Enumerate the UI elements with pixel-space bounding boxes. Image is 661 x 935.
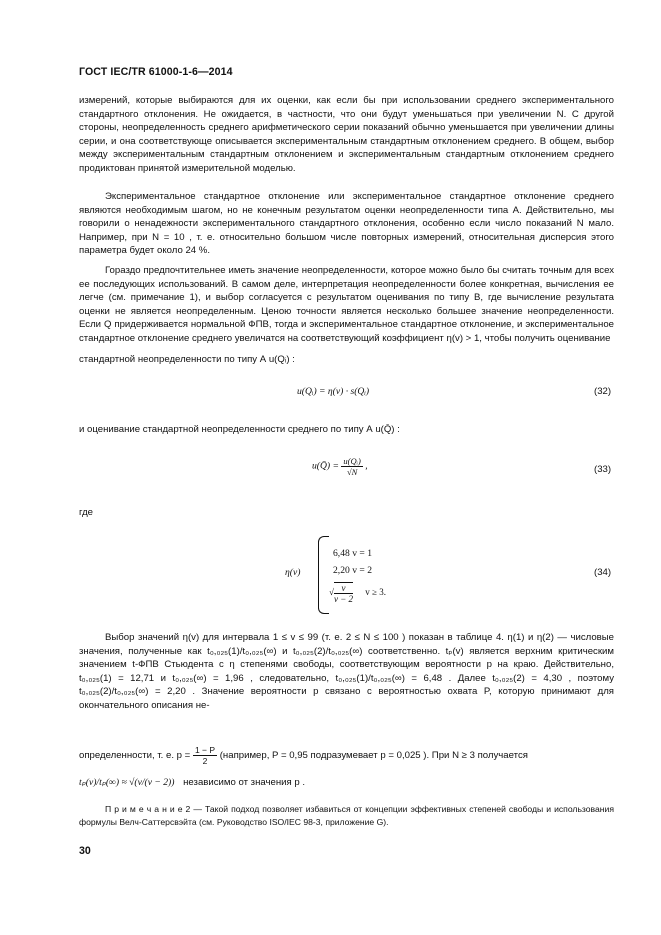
equation-33 bbox=[312, 456, 368, 477]
equation-32: u(Qᵢ) = η(v) · s(Qᵢ) bbox=[297, 386, 370, 397]
sqrt-icon: √ bbox=[329, 587, 334, 598]
equation-33-lhs: u(Q̄) = bbox=[312, 460, 339, 472]
p-fraction bbox=[193, 745, 217, 766]
equation-34-lhs: η(v) bbox=[285, 567, 301, 578]
equation-34-case-3 bbox=[329, 582, 386, 604]
paragraph-5-last-text: независимо от значения p . bbox=[183, 777, 306, 788]
document-header: ГОСТ IEC/TR 61000-1-6—2014 bbox=[79, 66, 233, 78]
paragraph-3-text: Гораздо предпочтительнее иметь значение неопределенности, которое можно было бы считать точным для всех ее последующих использований. В самом деле, интерпретация неопределенности более конкретная, вычисления ее легче (см. примечание 1), и выбор согласуется с результатом оценивания по типу В, где вычисление результата оценки не является неопределенным. Ценою точности является несколько большее значение неопределенности. Если Q придерживается нормальной ФПВ, тогда и экспериментальное стандартное отклонение, и экспериментальное стандартное отклонение среднего увеличатся на соответствующий коэффициент η(v) > 1, чтобы получить оценивание bbox=[79, 265, 614, 344]
equation-34-case-1: 6,48 v = 1 bbox=[333, 548, 372, 559]
paragraph-5-end-b: (например, P = 0,95 подразумевает p = 0,025 ). При N ≥ 3 получается bbox=[219, 750, 528, 762]
paragraph-5-last-formula: tₚ(v)/tₚ(∞) ≈ √(v/(v − 2)) bbox=[79, 777, 175, 788]
paragraph-5-end bbox=[79, 745, 528, 766]
paragraph-1 bbox=[79, 94, 614, 176]
p-fraction-numerator: 1 − P bbox=[194, 745, 216, 755]
equation-32-number: (32) bbox=[594, 386, 612, 397]
paragraph-5 bbox=[79, 631, 614, 713]
paragraph-2-text: Экспериментальное стандартное отклонение или экспериментальное стандартное отклонение среднего являются необходимым шагом, но не конечным результатом оценки неопределенности типа А. Действительно, мы говорили о ненадежности экспериментального стандартного отклонения, особенно если число показаний N мало. Например, при N = 10 , т. е. относительно большом числе повторных измерений, относительная дисперсия этого параметра будет около 24 %. bbox=[79, 191, 614, 257]
paragraph-5-end-a: определенности, т. е. p = bbox=[79, 750, 191, 762]
equation-34-condition: v ≥ 3. bbox=[365, 587, 386, 598]
equation-34-radicand-num: v bbox=[334, 583, 353, 594]
equation-34-number: (34) bbox=[594, 567, 612, 578]
equation-34-case-2: 2,20 v = 2 bbox=[333, 565, 372, 576]
paragraph-5-last bbox=[79, 777, 305, 788]
paragraph-2 bbox=[79, 190, 614, 258]
paragraph-3-end: стандартной неопределенности по типу А u(Qᵢ) : bbox=[79, 354, 295, 365]
equation-33-tail: , bbox=[365, 460, 368, 472]
paragraph-5-text: Выбор значений η(v) для интервала 1 ≤ v ≤ 99 (т. е. 2 ≤ N ≤ 100 ) показан в таблице 4. η(1) и η(2) — числовые значения, полученные как t₀,₀₂₅(1)/t₀,₀₂₅(∞) и t₀,₀₂₅(2)/t₀,₀₂₅(∞) соответственно. tₚ(v) является верхним критическим значением t-ФПВ Стьюдента с η степенями свободы, соответствующим вероятности p на краю. Действительно, t₀,₀₂₅(1) = 12,71 и t₀,₀₂₅(∞) = 1,96 , следовательно, t₀,₀₂₅(1)/t₀,₀₂₅(∞) = 6,48 . Далее t₀,₀₂₅(2) = 4,30 , поэтому t₀,₀₂₅(2)/t₀,₀₂₅(∞) = 2,20 . Значение вероятности p связано с вероятностью охвата P, которую принимают для окончательного описания не- bbox=[79, 632, 614, 711]
equation-34-radicand bbox=[334, 582, 353, 604]
note-2-text: П р и м е ч а н и е 2 — Такой подход позволяет избавиться от концепции эффективных степеней свободы и использования формулы Велч-Саттерсвэйта (см. Руководство ISO/IEC 98-3, приложение G). bbox=[79, 804, 614, 827]
where-label: где bbox=[79, 507, 94, 518]
equation-34-brace bbox=[318, 536, 329, 614]
equation-34-radicand-den: v − 2 bbox=[333, 594, 354, 604]
equation-33-number: (33) bbox=[594, 464, 612, 475]
equation-33-numerator: u(Qᵢ) bbox=[343, 456, 361, 466]
p-fraction-denominator: 2 bbox=[202, 756, 208, 766]
paragraph-4: и оценивание стандартной неопределенности среднего по типу А u(Q̄) : bbox=[79, 424, 400, 435]
paragraph-3 bbox=[79, 264, 614, 346]
equation-33-denominator: √N bbox=[346, 467, 358, 477]
page-number: 30 bbox=[79, 845, 91, 857]
note-2 bbox=[79, 803, 614, 828]
paragraph-1-text: измерений, которые выбираются для их оценки, как если бы при использовании среднего экспериментального стандартного отклонения. Не ожидается, в частности, что они будут уменьшаться при увеличении N. С другой стороны, неопределенность среднего арифметического серии показаний обычно уменьшается при увеличении длины серии, и она соответствующе описывается экспериментальным стандартным отклонением среднего. В общем, выбор между экспериментальным стандартным отклонением и экспериментальным стандартным отклонением среднего продиктован принятой измерительной моделью. bbox=[79, 95, 614, 174]
equation-33-fraction bbox=[341, 456, 362, 477]
